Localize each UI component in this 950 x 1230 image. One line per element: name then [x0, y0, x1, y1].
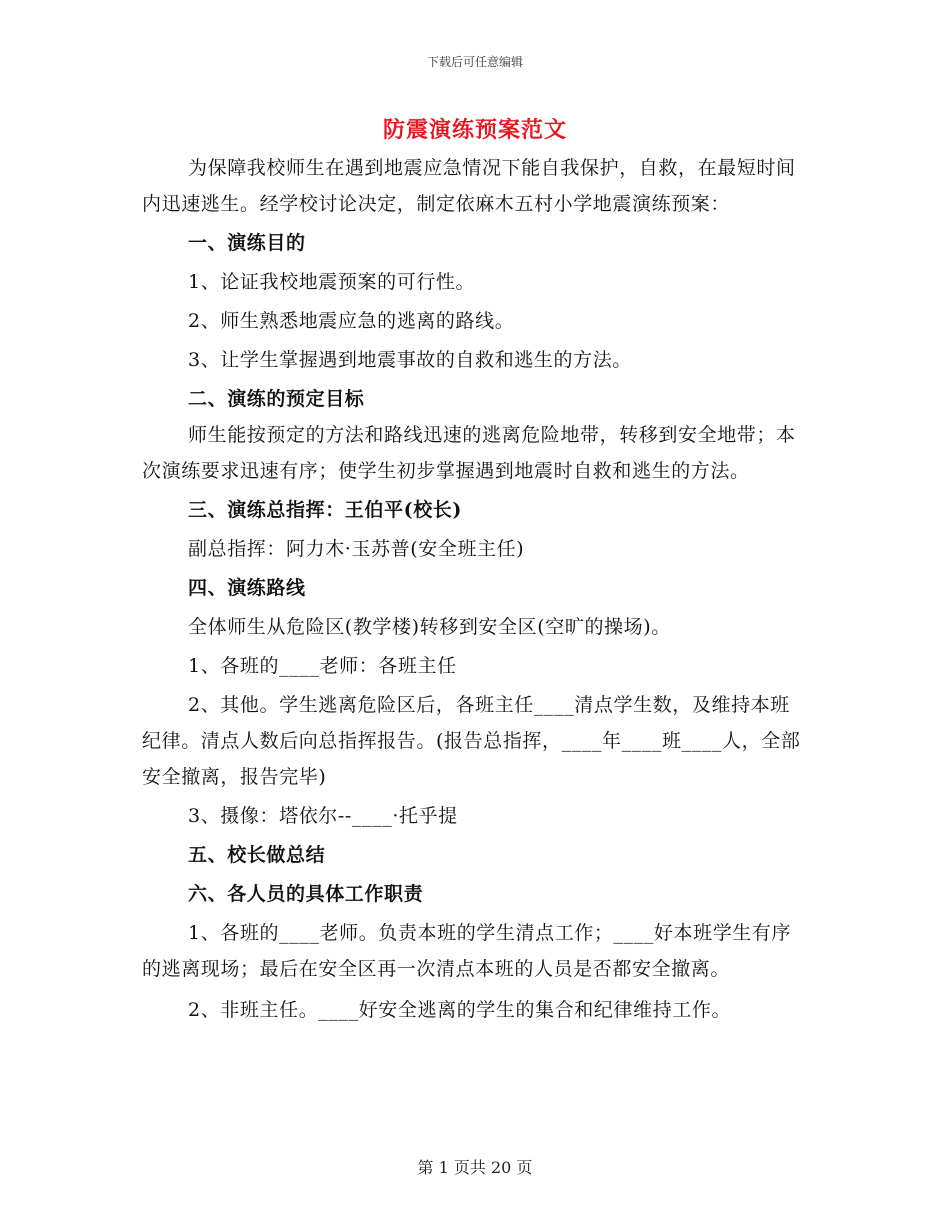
section-1-item-2: 2、师生熟悉地震应急的逃离的路线。 [188, 310, 515, 332]
section-2-heading: 二、演练的预定目标 [188, 388, 365, 410]
section-5-heading: 五、校长做总结 [188, 844, 326, 866]
section-2-body: 师生能按预定的方法和路线迅速的逃离危险地带，转移到安全地带；本次演练要求迅速有序；使学生初步掌握遇到地震时自救和逃生的方法。 [142, 424, 796, 482]
section-4-item-3: 3、摄像：塔依尔--____·托乎提 [188, 805, 458, 827]
section-6-item-2: 2、非班主任。____好安全逃离的学生的集合和纪律维持工作。 [188, 999, 732, 1021]
section-1-item-1: 1、论证我校地震预案的可行性。 [188, 271, 476, 293]
document-title: 防震演练预案范文 [382, 117, 567, 143]
page-number: 第 1 页共 20 页 [417, 1158, 533, 1177]
header-note: 下载后可任意编辑 [426, 55, 523, 69]
section-4-body: 全体师生从危险区(教学楼)转移到安全区(空旷的操场)。 [188, 616, 671, 638]
section-1-item-3: 3、让学生掌握遇到地震事故的自救和逃生的方法。 [188, 349, 632, 371]
section-3-body: 副总指挥：阿力木·玉苏普(安全班主任) [188, 538, 525, 560]
section-4-item-2: 2、其他。学生逃离危险区后，各班主任____清点学生数，及维持本班纪律。清点人数后向总指挥报告。(报告总指挥，____年____班____人，全部安全撤离，报告完毕) [142, 694, 801, 788]
section-4-item-1: 1、各班的____老师：各班主任 [188, 655, 457, 677]
intro-paragraph: 为保障我校师生在遇到地震应急情况下能自我保护，自救，在最短时间内迅速逃生。经学校讨论决定，制定依麻木五村小学地震演练预案： [142, 157, 796, 215]
section-4-heading: 四、演练路线 [188, 577, 306, 599]
section-1-heading: 一、演练目的 [188, 232, 306, 254]
section-3-heading: 三、演练总指挥：王伯平(校长) [188, 499, 462, 521]
section-6-heading: 六、各人员的具体工作职责 [188, 883, 424, 905]
document-body [142, 150, 806, 1028]
section-6-item-1: 1、各班的____老师。负责本班的学生清点工作；____好本班学生有序的逃离现场；最后在安全区再一次清点本班的人员是否都安全撤离。 [142, 922, 792, 980]
